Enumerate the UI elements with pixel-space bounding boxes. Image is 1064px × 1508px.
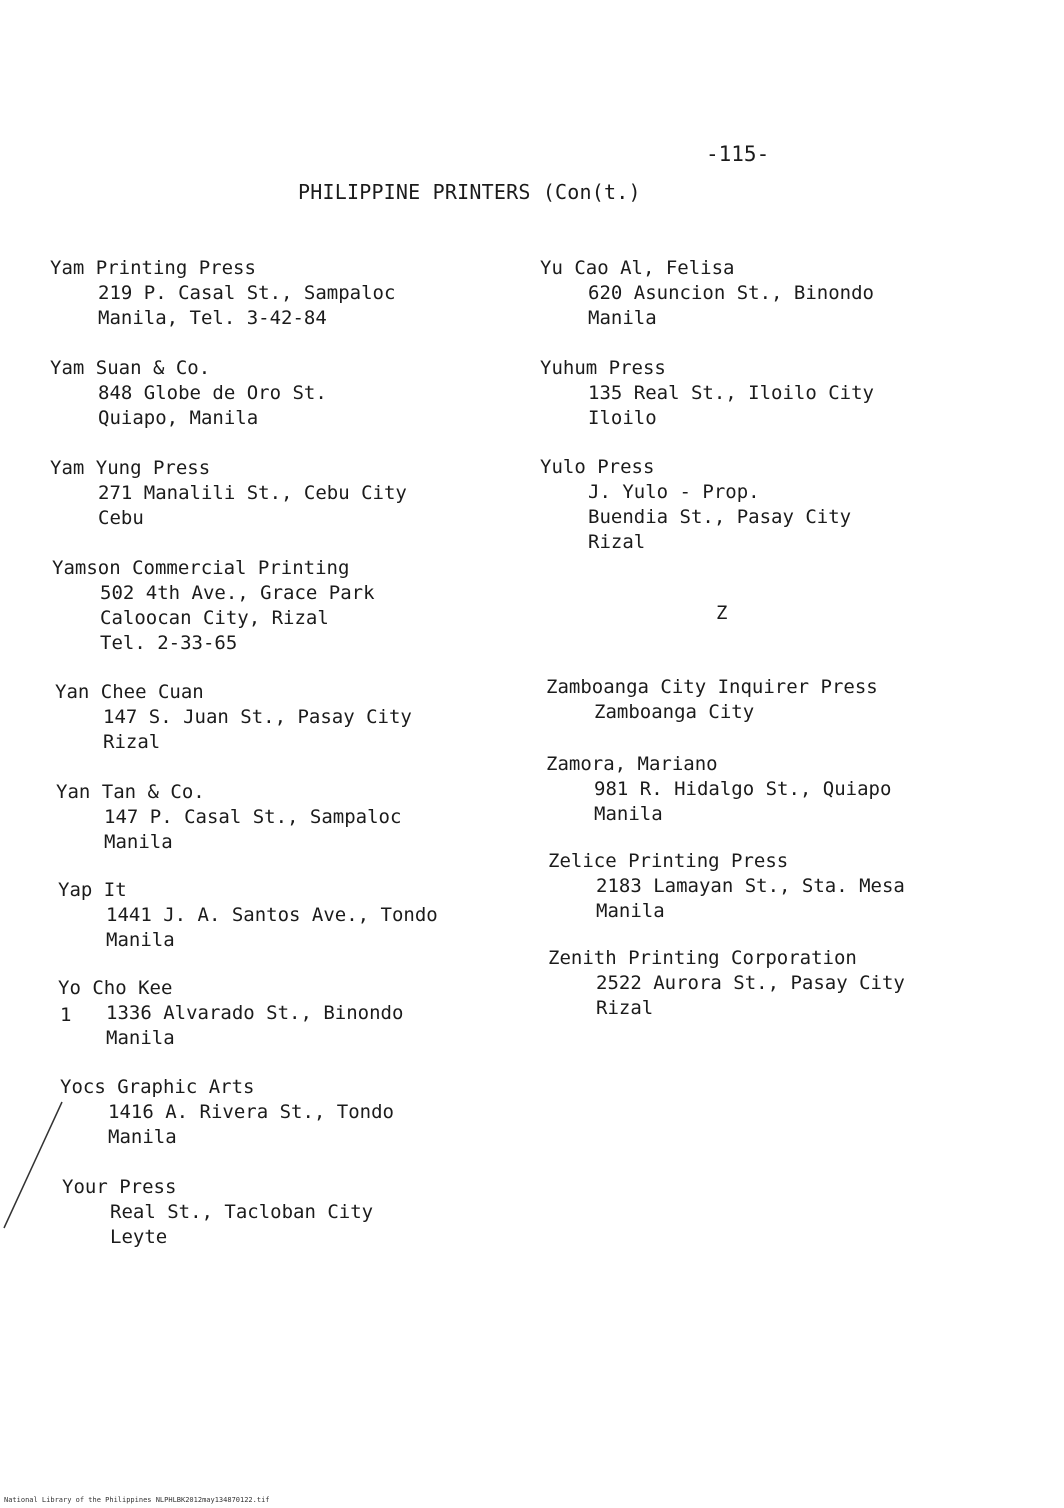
entry-name: Zelice Printing Press — [548, 850, 789, 872]
directory-entry — [58, 878, 438, 953]
directory-entry — [50, 256, 395, 331]
entry-name: Yocs Graphic Arts — [60, 1076, 255, 1098]
entry-address-line: 135 Real St., Iloilo City — [588, 382, 874, 404]
entry-address-line: 1441 J. A. Santos Ave., Tondo — [106, 904, 438, 926]
entry-name: Yuhum Press — [540, 357, 666, 379]
entry-name: Yam Yung Press — [50, 457, 211, 479]
directory-entry — [540, 356, 874, 431]
entry-address-line: Manila — [596, 900, 665, 922]
entry-name: Zenith Printing Corporation — [548, 947, 857, 969]
directory-entry — [55, 680, 412, 755]
pencil-stroke-mark — [0, 1100, 80, 1230]
entry-name: Yap It — [58, 879, 127, 901]
entry-address-line: Rizal — [588, 531, 646, 553]
page-title: PHILIPPINE PRINTERS (Con(t.) — [298, 180, 641, 204]
page-number: -115- — [706, 142, 770, 166]
entry-address-line: 620 Asuncion St., Binondo — [588, 282, 874, 304]
entry-name: Zamora, Mariano — [546, 753, 718, 775]
entry-name: Yan Tan & Co. — [56, 781, 205, 803]
entry-address-line: 219 P. Casal St., Sampaloc — [98, 282, 396, 304]
section-letter: Z — [716, 602, 728, 624]
entry-address-line: Rizal — [103, 731, 161, 753]
directory-entry — [548, 946, 905, 1021]
directory-entry — [56, 780, 401, 855]
entry-name: Yam Printing Press — [50, 257, 256, 279]
entry-name: Yan Chee Cuan — [55, 681, 204, 703]
margin-mark: 1 — [60, 1004, 72, 1026]
entry-address-line: Manila — [588, 307, 657, 329]
entry-address-line: Quiapo, Manila — [98, 407, 259, 429]
entry-address-line: 147 P. Casal St., Sampaloc — [104, 806, 402, 828]
entry-name: Yo Cho Kee — [58, 977, 173, 999]
entry-address-line: 981 R. Hidalgo St., Quiapo — [594, 778, 892, 800]
directory-entry — [60, 1075, 394, 1150]
directory-entry — [546, 752, 891, 827]
entry-address-line: J. Yulo - Prop. — [588, 481, 760, 503]
directory-entry — [58, 976, 403, 1051]
entry-address-line: Real St., Tacloban City — [110, 1201, 374, 1223]
entry-name: Zamboanga City Inquirer Press — [546, 676, 878, 698]
entry-address-line: Leyte — [110, 1226, 168, 1248]
directory-entry — [50, 456, 407, 531]
entry-name: Yu Cao Al, Felisa — [540, 257, 735, 279]
entry-address-line: Manila — [108, 1126, 177, 1148]
directory-entry — [62, 1175, 373, 1250]
entry-name: Yulo Press — [540, 456, 655, 478]
entry-name: Yamson Commercial Printing — [52, 557, 350, 579]
entry-address-line: 1416 A. Rivera St., Tondo — [108, 1101, 394, 1123]
entry-name: Yam Suan & Co. — [50, 357, 211, 379]
directory-entry — [50, 356, 327, 431]
directory-entry — [540, 256, 874, 331]
entry-address-line: Cebu — [98, 507, 144, 529]
entry-address-line: 271 Manalili St., Cebu City — [98, 482, 407, 504]
entry-name: Your Press — [62, 1176, 177, 1198]
entry-address-line: 502 4th Ave., Grace Park — [100, 582, 375, 604]
entry-address-line: 147 S. Juan St., Pasay City — [103, 706, 412, 728]
entry-address-line: Manila, Tel. 3-42-84 — [98, 307, 327, 329]
entry-address-line: Manila — [594, 803, 663, 825]
directory-entry — [52, 556, 375, 656]
directory-entry — [540, 455, 851, 555]
entry-address-line: Tel. 2-33-65 — [100, 632, 238, 654]
entry-address-line: Iloilo — [588, 407, 657, 429]
entry-address-line: Manila — [106, 1027, 175, 1049]
entry-address-line: 1336 Alvarado St., Binondo — [106, 1002, 404, 1024]
entry-address-line: Rizal — [596, 997, 654, 1019]
entry-address-line: 2522 Aurora St., Pasay City — [596, 972, 905, 994]
entry-address-line: Manila — [104, 831, 173, 853]
entry-address-line: 2183 Lamayan St., Sta. Mesa — [596, 875, 905, 897]
entry-address-line: Manila — [106, 929, 175, 951]
directory-entry — [546, 675, 878, 725]
scan-footer: National Library of the Philippines NLPHLBK2012may134870122.tif — [4, 1496, 270, 1504]
entry-address-line: 848 Globe de Oro St. — [98, 382, 327, 404]
directory-entry — [548, 849, 905, 924]
entry-address-line: Zamboanga City — [594, 701, 755, 723]
entry-address-line: Buendia St., Pasay City — [588, 506, 852, 528]
entry-address-line: Caloocan City, Rizal — [100, 607, 329, 629]
